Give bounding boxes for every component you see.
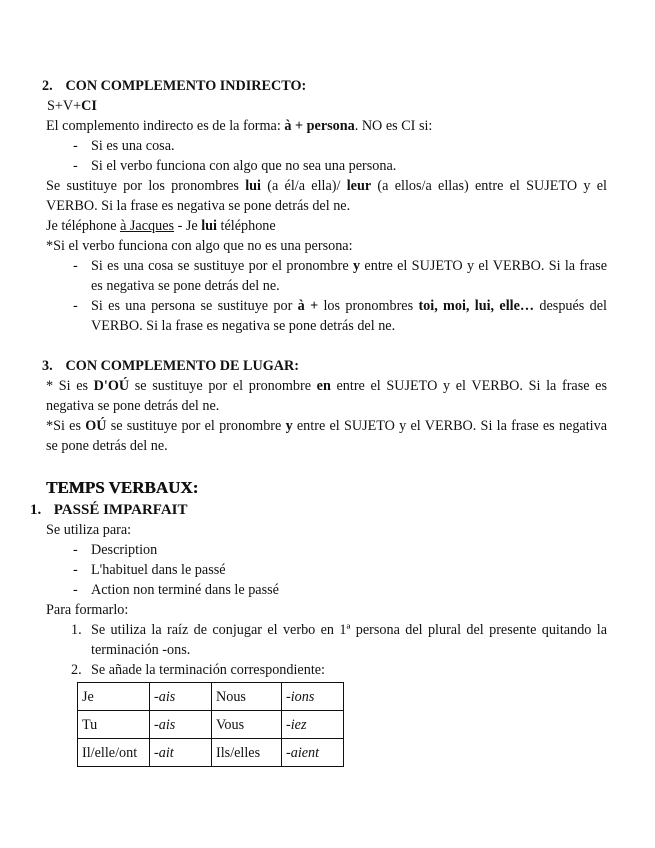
form-intro: Para formarlo: [46,602,129,618]
table-cell: Vous [212,711,282,739]
list-item: - Action non terminé dans le passé [73,582,279,598]
ci-definition: El complemento indirecto es de la forma: à + persona. NO es CI si: [46,118,433,134]
table-cell: -aient [282,739,344,767]
imparfait-heading: 1. PASSÉ IMPARFAIT [30,502,188,518]
temps-verbaux-title: TEMPS VERBAUX: [46,478,199,497]
table-cell: -ions [282,683,344,711]
list-item: - Description [73,542,158,558]
table-cell: -ais [150,683,212,711]
list-item: - L'habituel dans le passé [73,562,226,578]
lugar-doou: * Si es D'OÚ se sustituye por el pronombre en entre el SUJETO y el VERBO. Si la frase es negativa se pone detrás del ne. [46,378,607,414]
section-3-heading: 3. CON COMPLEMENTO DE LUGAR: [42,358,299,374]
ci-substitution: Se sustituye por los pronombres lui (a él/a ella)/ leur (a ellos/a ellas) entre el SUJETO y el VERBO. Si la frase es negativa se pone detrás del ne. [46,178,607,214]
ci-non-person: *Si el verbo funciona con algo que no es una persona: [46,238,353,254]
table-cell: -ait [150,739,212,767]
section-2-heading: 2. CON COMPLEMENTO INDIRECTO: [42,78,307,94]
table-row [78,683,344,711]
uses-intro: Se utiliza para: [46,522,132,538]
list-item: 2. Se añade la terminación correspondiente: [71,662,325,678]
table-cell: -iez [282,711,344,739]
list-item: - Si es una cosa. [73,138,175,154]
table-cell: Il/elle/ont [78,739,150,767]
lugar-ou: *Si es OÚ se sustituye por el pronombre y entre el SUJETO y el VERBO. Si la frase es negativa se pone detrás del ne. [46,418,607,454]
table-cell: Tu [78,711,150,739]
table-cell: Je [78,683,150,711]
list-item: - Si es una cosa se sustituye por el pronombre y entre el SUJETO y el VERBO. Si la frase es negativa se pone detrás del ne. [73,258,607,294]
document-page [30,76,607,767]
table-cell: Nous [212,683,282,711]
list-item: - Si el verbo funciona con algo que no sea una persona. [73,158,397,174]
list-item: - Si es una persona se sustituye por à + los pronombres toi, moi, lui, elle… después del VERBO. Si la frase es negativa se pone detrás del ne. [73,298,607,334]
ci-example: Je téléphone à Jacques - Je lui téléphone [46,218,276,234]
table-cell: Ils/elles [212,739,282,767]
formula: S+V+CI [47,98,97,114]
table-row [78,739,344,767]
table-row [78,711,344,739]
table-cell: -ais [150,711,212,739]
list-item: 1. Se utiliza la raíz de conjugar el verbo en 1ª persona del plural del presente quitando la terminación -ons. [71,622,607,658]
imparfait-endings-table [77,682,344,767]
